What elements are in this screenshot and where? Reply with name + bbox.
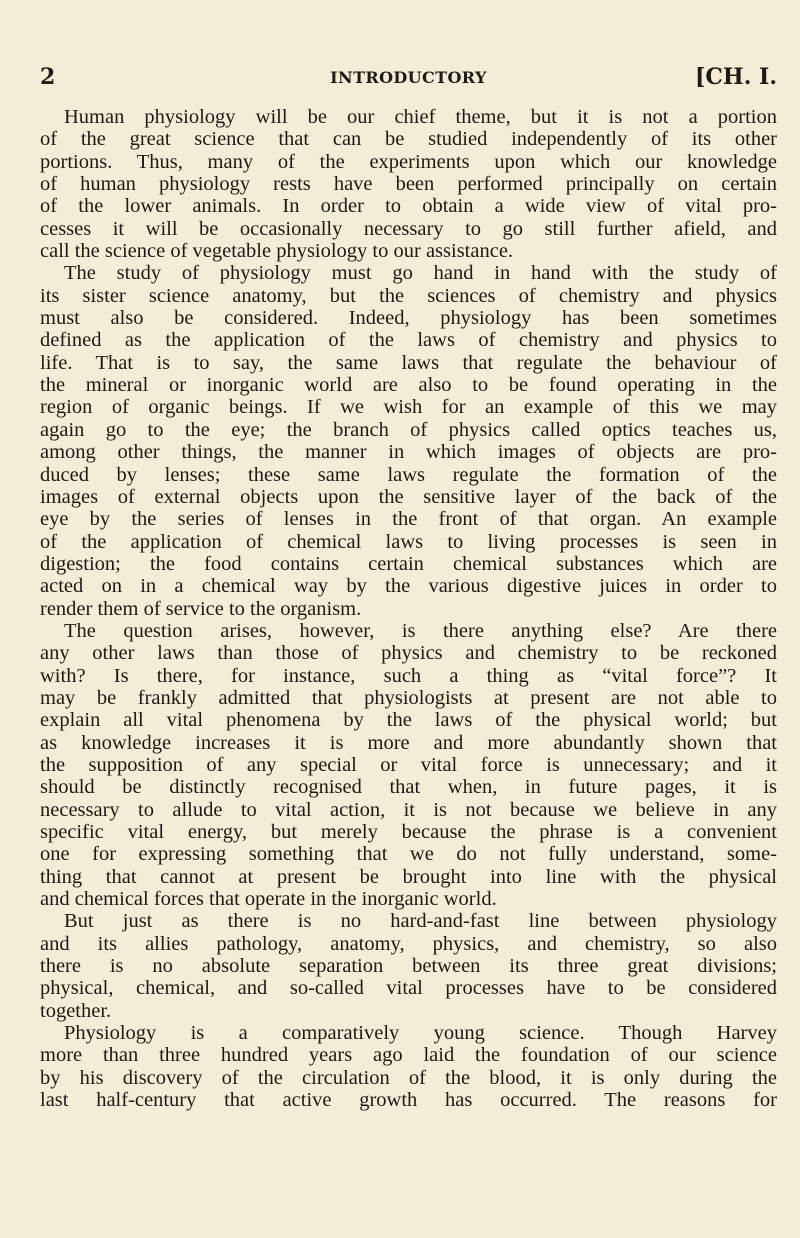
text-line: eye by the series of lenses in the front of that organ. An example bbox=[40, 508, 777, 531]
text-line: its sister science anatomy, but the sciences of chemistry and physics bbox=[40, 284, 777, 307]
text-line: more than three hundred years ago laid the foundation of our science bbox=[40, 1044, 777, 1067]
chapter-label: [CH. I. bbox=[695, 64, 777, 90]
text-line: images of external objects upon the sensitive layer of the back of the bbox=[40, 485, 777, 508]
text-line: specific vital energy, but merely because the phrase is a convenient bbox=[40, 821, 777, 843]
text-line: cesses it will be occasionally necessary to go still further afield, and bbox=[40, 217, 777, 240]
body-text bbox=[40, 106, 777, 1111]
text-line: must also be considered. Indeed, physiology has been sometimes bbox=[40, 307, 777, 330]
text-line: may be frankly admitted that physiologists at present are not able to bbox=[40, 686, 777, 709]
text-line: of the lower animals. In order to obtain a wide view of vital pro- bbox=[40, 195, 777, 218]
text-line: acted on in a chemical way by the various digestive juices in order to bbox=[40, 575, 777, 598]
text-line: The question arises, however, is there anything else? Are there bbox=[64, 619, 777, 642]
text-line: and chemical forces that operate in the inorganic world. bbox=[40, 888, 497, 911]
text-line: together. bbox=[40, 999, 112, 1022]
running-title: INTRODUCTORY bbox=[330, 68, 487, 87]
text-line: defined as the application of the laws of chemistry and physics to bbox=[40, 329, 777, 352]
text-line: again go to the eye; the branch of physics called optics teaches us, bbox=[40, 418, 777, 441]
text-line: among other things, the manner in which images of objects are pro- bbox=[40, 441, 777, 464]
text-line: there is no absolute separation between its three great divisions; bbox=[40, 955, 777, 978]
text-line: and its allies pathology, anatomy, physics, and chemistry, so also bbox=[40, 932, 777, 955]
text-line: necessary to allude to vital action, it is not because we believe in any bbox=[40, 798, 777, 821]
text-line: any other laws than those of physics and chemistry to be reckoned bbox=[40, 642, 777, 665]
text-line: call the science of vegetable physiology to our assistance. bbox=[40, 240, 514, 263]
page-number: 2 bbox=[40, 64, 56, 90]
text-line: render them of service to the organism. bbox=[40, 597, 362, 620]
page-header bbox=[40, 64, 777, 98]
text-line: of the great science that can be studied independently of its other bbox=[40, 128, 777, 151]
text-line: duced by lenses; these same laws regulate the formation of the bbox=[40, 463, 777, 486]
text-line: region of organic beings. If we wish for an example of this we may bbox=[40, 396, 777, 419]
text-line: as knowledge increases it is more and more abundantly shown that bbox=[40, 731, 777, 754]
text-line: life. That is to say, the same laws that regulate the behaviour of bbox=[40, 351, 777, 374]
text-line: of the application of chemical laws to living processes is seen in bbox=[40, 530, 777, 553]
text-line: But just as there is no hard-and-fast line between physiology bbox=[64, 910, 777, 933]
text-line: last half-century that active growth has occurred. The reasons for bbox=[40, 1089, 777, 1112]
text-line: with? Is there, for instance, such a thing as “vital force”? It bbox=[40, 664, 777, 687]
text-line: Human physiology will be our chief theme, but it is not a portion bbox=[64, 106, 777, 128]
text-line: portions. Thus, many of the experiments upon which our knowledge bbox=[40, 150, 777, 173]
text-line: one for expressing something that we do not fully understand, some- bbox=[40, 843, 777, 866]
text-line: thing that cannot at present be brought into line with the physical bbox=[40, 865, 777, 888]
text-line: the supposition of any special or vital force is unnecessary; and it bbox=[40, 753, 777, 776]
text-line: Physiology is a comparatively young science. Though Harvey bbox=[64, 1022, 777, 1045]
text-line: physical, chemical, and so-called vital processes have to be considered bbox=[40, 977, 777, 1000]
text-line: the mineral or inorganic world are also to be found operating in the bbox=[40, 374, 777, 397]
text-line: by his discovery of the circulation of the blood, it is only during the bbox=[40, 1066, 777, 1089]
text-line: should be distinctly recognised that when, in future pages, it is bbox=[40, 776, 777, 799]
text-line: explain all vital phenomena by the laws of the physical world; but bbox=[40, 709, 777, 732]
text-line: digestion; the food contains certain chemical substances which are bbox=[40, 552, 777, 575]
text-line: The study of physiology must go hand in hand with the study of bbox=[64, 262, 777, 285]
text-line: of human physiology rests have been performed principally on certain bbox=[40, 173, 777, 196]
